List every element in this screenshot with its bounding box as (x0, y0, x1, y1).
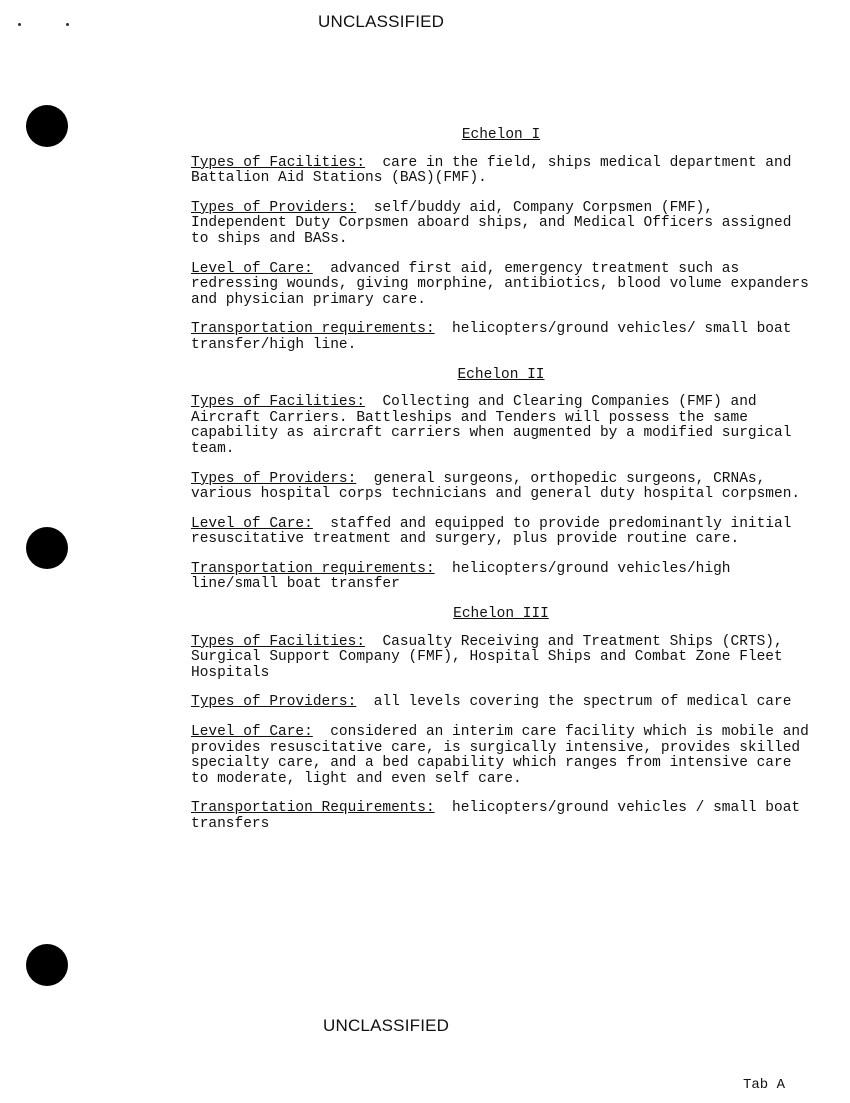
paragraph (191, 695, 811, 711)
paragraph-label: Types of Facilities: (191, 154, 366, 171)
paragraph (191, 472, 811, 503)
paragraph-label: Types of Providers: (191, 470, 357, 487)
paragraph-label: Types of Facilities: (191, 394, 366, 411)
section-heading: Echelon II (457, 366, 545, 383)
section-echelon-3 (191, 607, 811, 833)
punch-hole (26, 527, 68, 569)
document-body (191, 128, 811, 847)
paragraph-text: all levels covering the spectrum of medical care (373, 694, 792, 711)
paragraph-label: Types of Providers: (191, 694, 357, 711)
paragraph (191, 635, 811, 682)
paragraph-text: staffed and equipped to provide predominantly initial resuscitative treatment and surgery, plus provide routine care. (191, 515, 792, 548)
scan-mark (18, 23, 21, 26)
paragraph-text: care in the field, ships medical department and Battalion Aid Stations (BAS)(FMF). (191, 154, 792, 187)
classification-footer: UNCLASSIFIED (323, 1016, 450, 1035)
paragraph-label: Level of Care: (191, 724, 313, 741)
paragraph (191, 322, 811, 353)
section-heading: Echelon I (461, 127, 541, 143)
scan-mark (66, 23, 69, 26)
paragraph-text: considered an interim care facility which is mobile and provides resuscitative care, is surgically intensive, provides skilled specialty care, and a bed capability which ranges from intensive care to moderate, light and even self care. (191, 724, 809, 787)
paragraph-text: helicopters/ground vehicles/ small boat transfer/high line. (191, 321, 792, 353)
paragraph-text: helicopters/ground vehicles / small boat transfers (191, 800, 801, 832)
paragraph-label: Level of Care: (191, 515, 313, 532)
paragraph-label: Types of Facilities: (191, 633, 366, 650)
tab-label: Tab A (743, 1077, 786, 1093)
paragraph (191, 801, 811, 832)
paragraph-text: Collecting and Clearing Companies (FMF) and Aircraft Carriers. Battleships and Tenders will possess the same capability as aircraft carriers when augmented by a modified surgical team. (191, 394, 792, 457)
paragraph (191, 562, 811, 593)
paragraph-text: helicopters/ground vehicles/high line/small boat transfer (191, 560, 731, 593)
paragraph (191, 262, 811, 309)
paragraph (191, 517, 811, 548)
section-heading: Echelon III (453, 606, 549, 623)
paragraph-text: Casualty Receiving and Treatment Ships (CRTS), Surgical Support Company (FMF), Hospital Ships and Combat Zone Fleet Hospitals (191, 633, 783, 681)
paragraph-label: Transportation Requirements: (191, 800, 435, 817)
paragraph (191, 725, 811, 787)
paragraph-label: Level of Care: (191, 260, 313, 277)
paragraph (191, 156, 811, 187)
paragraph-text: self/buddy aid, Company Corpsmen (FMF), Independent Duty Corpsmen aboard ships, and Medical Officers assigned to ships and BASs. (191, 199, 792, 247)
punch-hole (26, 105, 68, 147)
section-echelon-2 (191, 368, 811, 594)
section-echelon-1 (191, 128, 811, 354)
punch-hole (26, 944, 68, 986)
paragraph-label: Types of Providers: (191, 199, 357, 216)
paragraph-text: general surgeons, orthopedic surgeons, CRNAs, various hospital corps technicians and general duty hospital corpsmen. (191, 470, 801, 503)
paragraph (191, 395, 811, 457)
paragraph (191, 201, 811, 248)
paragraph-text: advanced first aid, emergency treatment such as redressing wounds, giving morphine, antibiotics, blood volume expanders and physician primary care. (191, 260, 809, 308)
paragraph-label: Transportation requirements: (191, 321, 435, 338)
classification-header: UNCLASSIFIED (318, 12, 445, 31)
paragraph-label: Transportation requirements: (191, 560, 435, 577)
